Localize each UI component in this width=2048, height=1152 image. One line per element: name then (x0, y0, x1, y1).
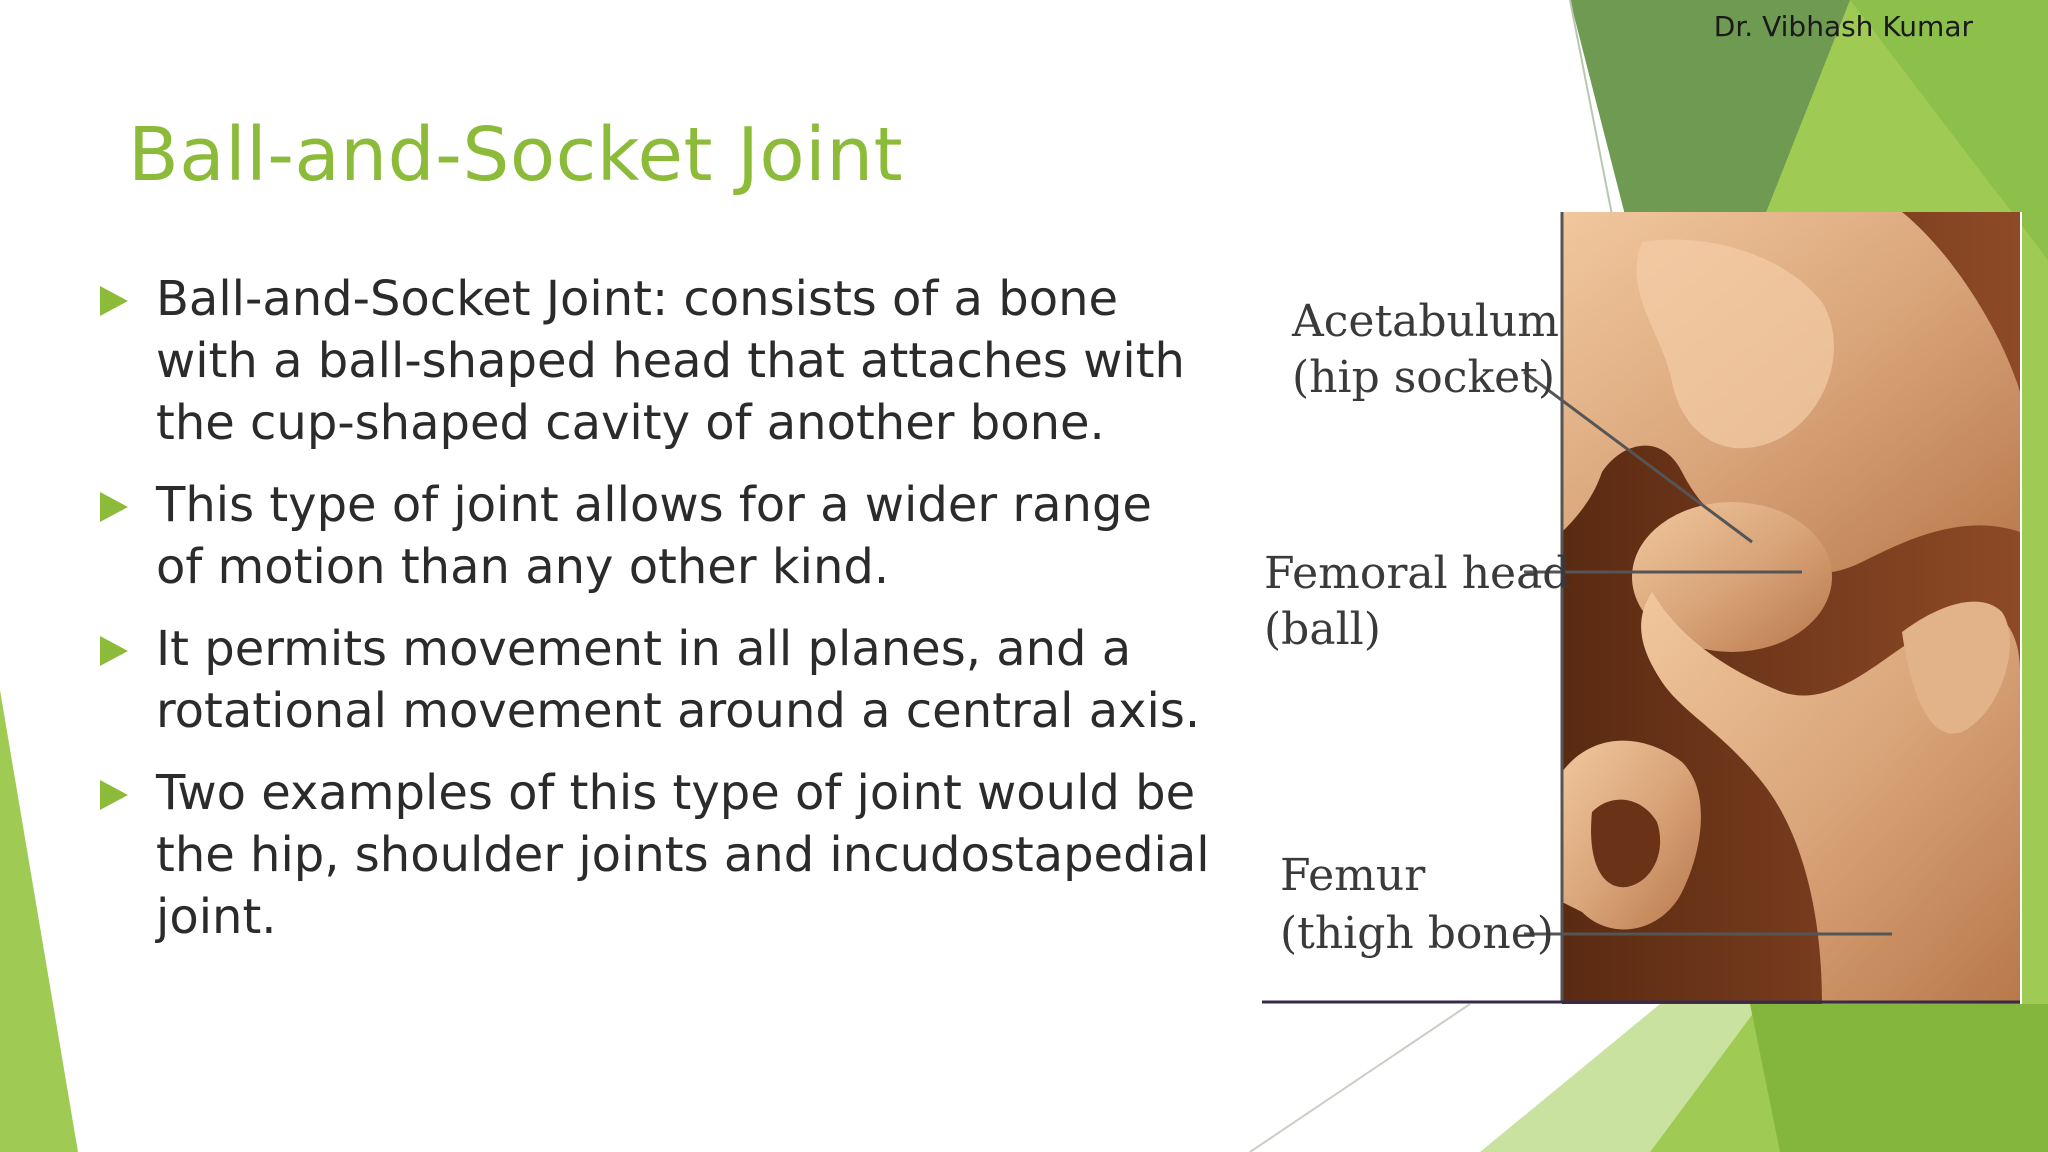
bullet-text: Two examples of this type of joint would be the hip, shoulder joints and incudostapedial joint. (156, 765, 1210, 945)
bullet-item (100, 268, 1210, 454)
bullet-item (100, 762, 1210, 948)
left-green-sliver (0, 690, 78, 1152)
bullet-list (100, 268, 1210, 968)
bullet-text: Ball-and-Socket Joint: consists of a bone with a ball-shaped head that attaches with the cup-shaped cavity of another bone. (156, 271, 1185, 451)
author-name: Dr. Vibhash Kumar (1713, 10, 1973, 43)
bottom-dark-green (1750, 1004, 2048, 1152)
triangle-bullet-icon (100, 636, 128, 666)
hip-joint-illustration (1262, 212, 2022, 1004)
triangle-bullet-icon (100, 286, 128, 316)
triangle-bullet-icon (100, 492, 128, 522)
thin-line-bottom (1250, 1004, 1470, 1152)
label-femoral-head: Femoral head (1264, 548, 1571, 599)
label-hip-socket: (hip socket) (1292, 352, 1555, 403)
bullet-item (100, 618, 1210, 742)
label-thigh-bone: (thigh bone) (1280, 908, 1554, 959)
label-femur: Femur (1280, 850, 1426, 901)
label-acetabulum: Acetabulum (1292, 296, 1560, 347)
triangle-bullet-icon (100, 780, 128, 810)
slide-title: Ball-and-Socket Joint (128, 112, 904, 198)
label-ball: (ball) (1264, 604, 1381, 655)
bullet-text: It permits movement in all planes, and a rotational movement around a central axis. (156, 621, 1201, 739)
bullet-text: This type of joint allows for a wider range of motion than any other kind. (156, 477, 1152, 595)
bullet-item (100, 474, 1210, 598)
